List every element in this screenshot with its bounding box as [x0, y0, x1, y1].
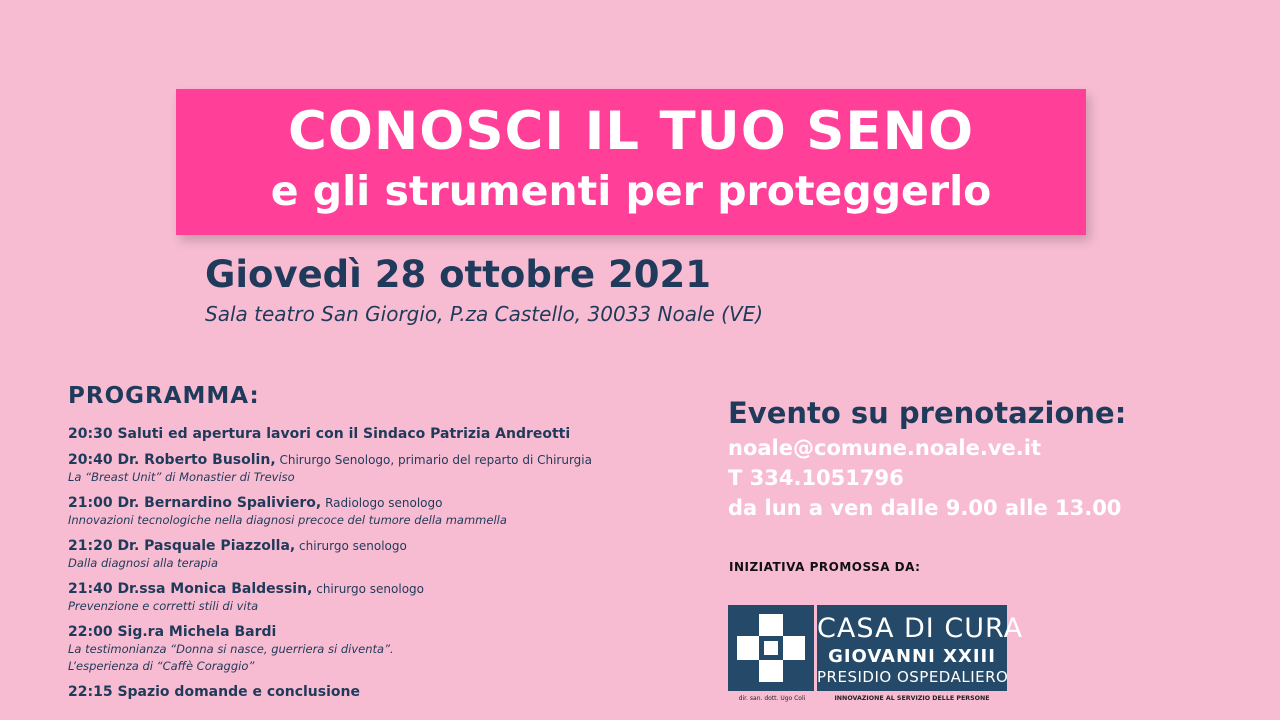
program-item [68, 424, 688, 443]
program-item [68, 579, 688, 615]
program-item-main: 20:30 Saluti ed apertura lavori con il Sindaco Patrizia Andreotti [68, 426, 571, 442]
program-item-sub: Prevenzione e corretti stili di vita [68, 599, 259, 613]
program-item-role: chirurgo senologo [312, 582, 425, 596]
program-item-main: 21:20 Dr. Pasquale Piazzolla, [68, 538, 296, 554]
program-item-main: 21:40 Dr.ssa Monica Baldessin, [68, 581, 313, 597]
clinic-logo [817, 605, 1024, 691]
program-item [68, 622, 688, 675]
event-subtitle: e gli strumenti per proteggerlo [270, 167, 992, 215]
program-item [68, 682, 688, 701]
booking-title: Evento su prenotazione: [728, 396, 1127, 430]
program-item-role: Radiologo senologo [321, 496, 443, 510]
medical-cross-icon [728, 605, 814, 691]
logo-line-3: PRESIDIO OSPEDALIERO [817, 668, 1009, 686]
program-item [68, 450, 688, 486]
event-date: Giovedì 28 ottobre 2021 [205, 253, 712, 296]
program-item-main: 21:00 Dr. Bernardino Spaliviero, [68, 495, 322, 511]
program-item-main: 22:00 Sig.ra Michela Bardi [68, 624, 277, 640]
program-item [68, 536, 688, 572]
event-venue: Sala teatro San Giorgio, P.za Castello, 30033 Noale (VE) [205, 302, 764, 326]
program-item-sub: Dalla diagnosi alla terapia [68, 556, 219, 570]
program-item-role: chirurgo senologo [295, 539, 407, 553]
booking-phone[interactable]: T 334.1051796 [728, 466, 904, 490]
program-item-sub: L’esperienza di “Caffè Coraggio” [68, 659, 255, 673]
program-item-main: 20:40 Dr. Roberto Busolin, [68, 452, 276, 468]
program-title: PROGRAMMA: [68, 383, 260, 409]
booking-hours: da lun a ven dalle 9.00 alle 13.00 [728, 496, 1122, 520]
title-banner [176, 89, 1086, 235]
event-title: CONOSCI IL TUO SENO [287, 101, 975, 162]
program-item-sub: La “Breast Unit” di Monastier di Treviso [68, 470, 295, 484]
promoted-by-label: INIZIATIVA PROMOSSA DA: [729, 560, 921, 574]
logo-caption-slogan: INNOVAZIONE AL SERVIZIO DELLE PERSONE [834, 695, 990, 702]
logo-caption-director: dir. san. dott. Ugo Coli [738, 695, 806, 702]
booking-email[interactable]: noale@comune.noale.ve.it [728, 436, 1041, 460]
logo-line-1: CASA DI CURA [817, 613, 1024, 644]
program-item [68, 493, 688, 529]
program-item-sub: La testimonianza “Donna si nasce, guerriera si diventa”. [68, 642, 394, 656]
program-item-role: Chirurgo Senologo, primario del reparto di Chirurgia [275, 453, 592, 467]
program-item-main: 22:15 Spazio domande e conclusione [68, 684, 360, 700]
program-list [68, 424, 688, 708]
program-item-sub: Innovazioni tecnologiche nella diagnosi precoce del tumore della mammella [68, 513, 507, 527]
logo-line-2: GIOVANNI XXIII [828, 646, 996, 667]
